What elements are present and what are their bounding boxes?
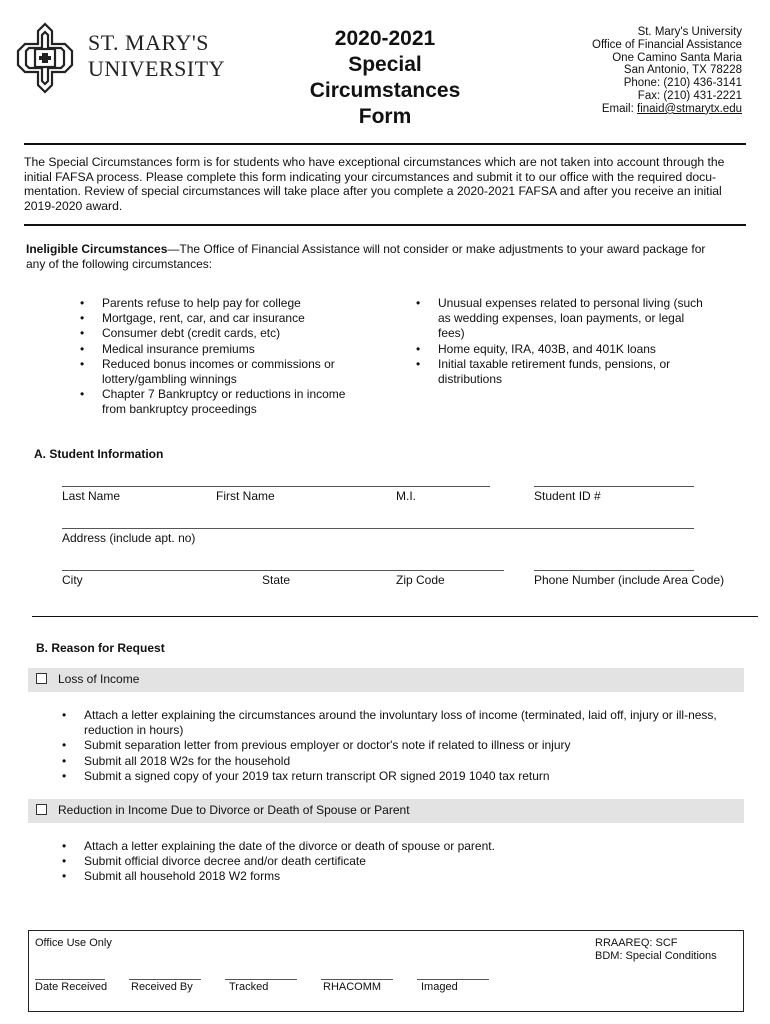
- office-code-2: BDM: Special Conditions: [595, 950, 717, 962]
- student-id-label: Student ID #: [534, 489, 601, 503]
- logo-line-2: UNIVERSITY: [88, 56, 225, 81]
- list-item: • Initial taxable retirement funds, pensions, or distributions: [414, 357, 704, 387]
- phone-label: Phone Number (include Area Code): [534, 573, 725, 587]
- imaged-label: Imaged: [421, 981, 458, 993]
- office-code-1: RRAAREQ: SCF: [595, 937, 678, 949]
- city-state-zip-line[interactable]: [62, 570, 504, 571]
- intro-divider: [24, 224, 746, 226]
- address-line[interactable]: [62, 528, 694, 529]
- zip-label: Zip Code: [396, 573, 445, 587]
- list-item: • Consumer debt (credit cards, etc): [78, 326, 368, 341]
- rhacomm-label: RHACOMM: [323, 981, 382, 993]
- phone-line[interactable]: [534, 570, 694, 571]
- list-item: • Attach a letter explaining the date of the divorce or death of spouse or parent.: [60, 839, 724, 854]
- list-item: • Submit all household 2018 W2 forms: [60, 869, 724, 884]
- list-item: • Submit official divorce decree and/or death certificate: [60, 854, 724, 869]
- date-received-line[interactable]: [35, 979, 105, 980]
- state-label: State: [262, 573, 291, 587]
- list-item: • Chapter 7 Bankruptcy or reductions in income from bankruptcy proceedings: [78, 387, 368, 417]
- list-item: • Parents refuse to help pay for college: [78, 296, 368, 311]
- university-logo: [12, 20, 225, 96]
- list-item: • Reduced bonus incomes or commissions or lottery/gambling winnings: [78, 357, 368, 387]
- list-item: • Mortgage, rent, car, and car insurance: [78, 311, 368, 326]
- header-divider: [24, 143, 746, 145]
- list-item: • Attach a letter explaining the circumstances around the involuntary loss of income (terminated, laid off, injury or ill-ness, reduction in hours): [60, 708, 724, 738]
- crest-icon: [12, 20, 78, 96]
- loss-of-income-option[interactable]: [28, 668, 744, 692]
- logo-line-1: ST. MARY'S: [88, 30, 210, 55]
- list-item: • Submit all 2018 W2s for the household: [60, 754, 724, 769]
- list-item: • Submit separation letter from previous employer or doctor's note if related to illness or injury: [60, 738, 724, 753]
- mi-label: M.I.: [396, 489, 416, 503]
- section-b-heading: B. Reason for Request: [36, 641, 165, 655]
- rhacomm-line[interactable]: [321, 979, 393, 980]
- divorce-death-checkbox[interactable]: [36, 804, 47, 815]
- first-name-label: First Name: [216, 489, 275, 503]
- office-use-title: Office Use Only: [35, 937, 112, 949]
- student-id-line[interactable]: [534, 486, 694, 487]
- loss-of-income-list: [60, 708, 724, 784]
- received-by-label: Received By: [131, 981, 193, 993]
- office-use-box: [28, 930, 744, 1012]
- intro-paragraph: The Special Circumstances form is for students who have exceptional circumstances which are not taken into account through the initial FAFSA process. Please complete this form indicating your circumstances and submit it to our office with the required docu- mentation. Review of special circumstances will take place after you complete a 2020-2021 FAFSA and after you receive an initial 2019-2020 award.: [24, 155, 725, 213]
- email-link[interactable]: finaid@stmarytx.edu: [637, 102, 742, 115]
- contact-block: St. Mary's University Office of Financial Assistance One Camino Santa Maria San Antonio, TX 78228 Phone: (210) 436-3141 Fax: (210) 431-2221 Email: finaid@stmarytx.edu: [592, 26, 742, 115]
- date-received-label: Date Received: [35, 981, 108, 993]
- section-divider: [32, 616, 758, 617]
- loss-of-income-checkbox[interactable]: [36, 673, 47, 684]
- list-item: • Unusual expenses related to personal living (such as wedding expenses, loan payments, or legal fees): [414, 296, 704, 342]
- tracked-line[interactable]: [225, 979, 297, 980]
- imaged-line[interactable]: [417, 979, 489, 980]
- ineligible-list-left: [78, 296, 368, 418]
- ineligible-paragraph: Ineligible Circumstances—The Office of Financial Assistance will not consider or make adjustments to your award package for any of the following circumstances:: [26, 242, 706, 271]
- divorce-death-label: Reduction in Income Due to Divorce or Death of Spouse or Parent: [58, 803, 410, 817]
- name-line[interactable]: [62, 486, 490, 487]
- section-a-heading: A. Student Information: [34, 447, 164, 461]
- address-label: Address (include apt. no): [62, 531, 196, 545]
- form-title: 2020-2021 Special Circumstances Form: [309, 27, 461, 128]
- ineligible-heading: Ineligible Circumstances: [26, 242, 168, 256]
- last-name-label: Last Name: [62, 489, 121, 503]
- loss-of-income-label: Loss of Income: [58, 672, 140, 686]
- divorce-death-list: [60, 839, 724, 885]
- received-by-line[interactable]: [129, 979, 201, 980]
- tracked-label: Tracked: [229, 981, 269, 993]
- city-label: City: [62, 573, 83, 587]
- divorce-death-option[interactable]: [28, 799, 744, 823]
- list-item: • Home equity, IRA, 403B, and 401K loans: [414, 342, 704, 357]
- list-item: • Submit a signed copy of your 2019 tax return transcript OR signed 2019 1040 tax return: [60, 769, 724, 784]
- list-item: • Medical insurance premiums: [78, 342, 368, 357]
- ineligible-list-right: [414, 296, 704, 387]
